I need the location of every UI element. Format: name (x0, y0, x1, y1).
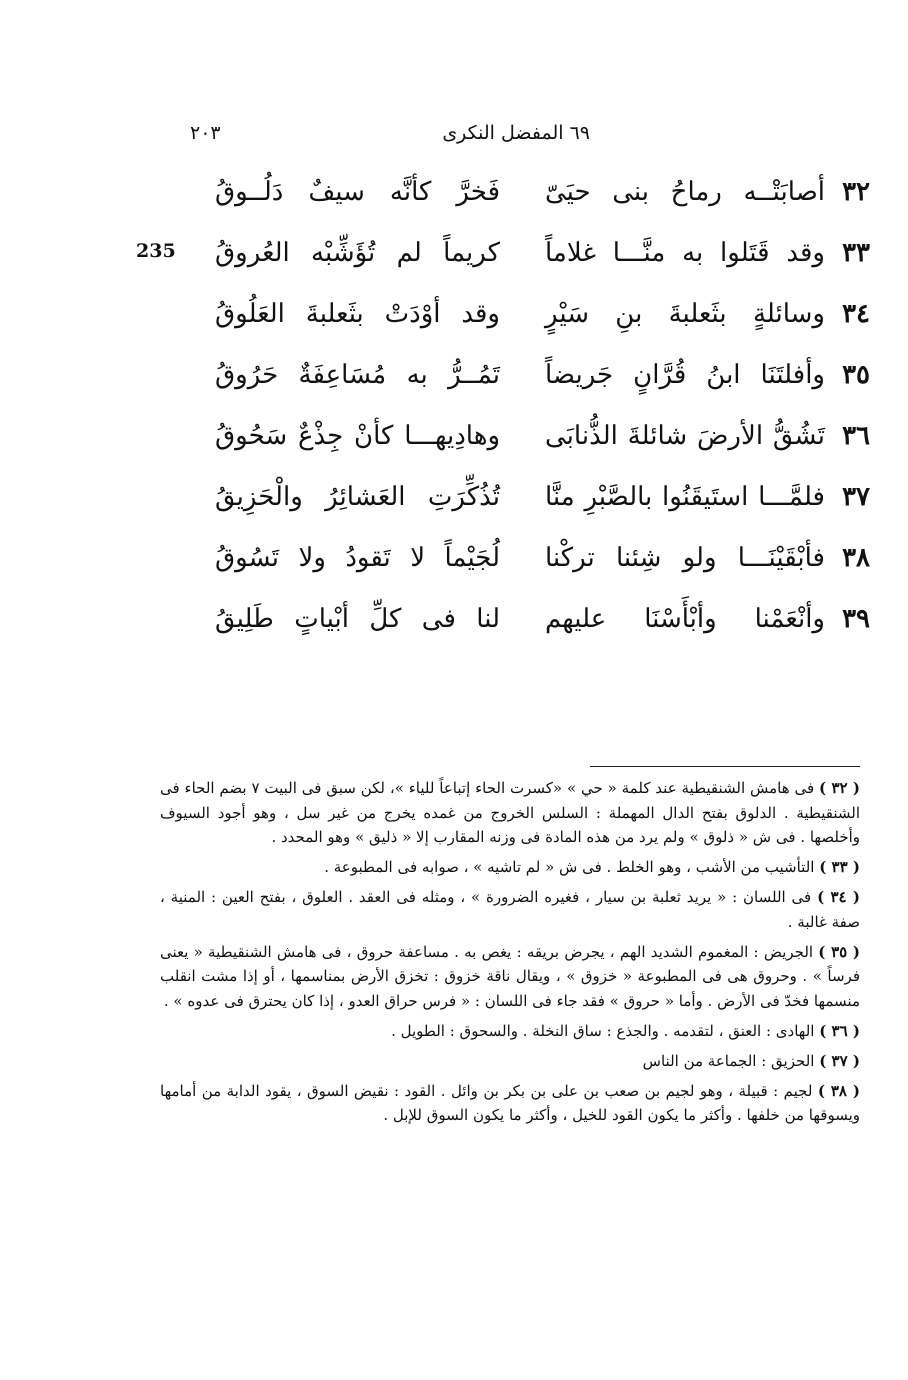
verse (205, 467, 870, 528)
footnote-divider (590, 766, 860, 767)
footnote-number: ( ٣٢ ) (819, 779, 860, 797)
footnote-text: فى هامش الشنقيطية عند كلمة « حي » «كسرت الحاء إتباعاً للياء »، لكن سبق فى البيت ٧ بضم الحاء فى الشنقيطية . الدلوق بفتح الدال المهملة : السلس الخروج من غمده يخرج من غير سل ، وهو أجود السيوف وأخلصها . فى ش « ذلوق » ولم يرد من هذه المادة فى وزنه المقارب إلا « ذليق » وهو المحدد . (160, 779, 860, 846)
verse (205, 162, 870, 223)
footnote-text: لجيم : قبيلة ، وهو لجيم بن صعب بن على بن بكر بن وائل . القود : نقيض السوق ، يقود الدابة من أمامها ويسوقها من خلفها . وأكثر ما يكون القود للخيل ، وأكثر ما يكون السوق للإبل . (160, 1081, 860, 1124)
footnote-text: التأشيب من الأشب ، وهو الخلط . فى ش « لم تاشيه » ، صوابه فى المطبوعة . (324, 858, 815, 876)
footnote-number: ( ٣٧ ) (819, 1051, 860, 1070)
second-hemistich: وقد أوْدَتْ بثَعلبةَ العَلُوقُ (215, 299, 500, 329)
first-hemistich: وقد قَتَلوا به منَّـــا غلاماً (545, 238, 825, 268)
verse-number: ٣٤ (842, 299, 870, 329)
verse-number: ٣٧ (842, 482, 870, 512)
second-hemistich: لنا فى كلِّ أبْياتٍ طَلِيقُ (215, 604, 500, 634)
margin-page-number: 235 (136, 240, 176, 262)
first-hemistich: فلمَّـــا استَيقَنُوا بالصَّبْرِ منَّا (545, 482, 825, 512)
first-hemistich: وسائلةٍ بثَعلبةَ بنِ سَيْرٍ (545, 299, 825, 329)
footnote (160, 1019, 860, 1044)
footnote-number: ( ٣٦ ) (819, 1021, 860, 1040)
first-hemistich: وأفلتَنَا ابنُ قُرَّانٍ جَريضاً (545, 360, 825, 390)
verse (205, 284, 870, 345)
verse-number: ٣٦ (842, 421, 870, 451)
footnote (160, 885, 860, 934)
footnote (160, 1079, 860, 1128)
poem (205, 162, 870, 650)
header-title: ٦٩ المفضل النكرى (442, 122, 590, 144)
second-hemistich: لُجَيْماً لا تَقودُ ولا تَسُوقُ (215, 543, 500, 573)
second-hemistich: وهادِيهـــا كأنْ جِذْعٌ سَحُوقُ (215, 421, 500, 451)
footnote (160, 1049, 860, 1074)
verse (205, 589, 870, 650)
footnote-number: ( ٣٣ ) (819, 858, 860, 876)
footnote (160, 940, 860, 1014)
footnote-number: ( ٣٨ ) (817, 1081, 860, 1100)
footnote (160, 776, 860, 850)
first-hemistich: تَشُقُّ الأرضَ شائلةَ الذُّنابَى (545, 421, 825, 451)
footnote-text: الجريض : المغموم الشديد الهم ، يجرض بريقه : يغص به . مساعفة حروق ، فى هامش الشنقيطية « يعنى فرساً » . وحروق هى فى المطبوعة « خزوق » ، ويقال ناقة خزوق : تخزق الأرض بمناسمها ، أو إذا مشت انقلب منسمها فخدّ فى الأرض . وأما « حروق » فقد جاء فى اللسان : « فرس حراق العدو ، إذا كان يحترق فى عدوه » . (160, 942, 860, 1010)
first-hemistich: أصابَتْــه رماحُ بنى حيَىّ (545, 177, 825, 207)
footnote-text: فى اللسان : « يريد ثعلبة بن سيار ، فغيره الضرورة » ، ومثله فى العقد . العلوق ، بفتح العين : المنية ، صفة غالبة . (160, 888, 860, 931)
second-hemistich: فَخرَّ كأنَّه سيفٌ دَلُــوقُ (215, 177, 500, 207)
verse-number: ٣٢ (842, 177, 870, 207)
second-hemistich: تُذُكِّرَتِ العَشائِرُ والْحَزِيقُ (215, 482, 500, 512)
verse-number: ٣٣ (842, 238, 870, 268)
first-hemistich: وأنْعَمْنا وأبْأَسْنَا عليهم (545, 604, 825, 634)
footnote-text: الحزيق : الجماعة من الناس (642, 1051, 815, 1070)
footnote (160, 855, 860, 880)
second-hemistich: تَمُــرُّ به مُسَاعِفَةٌ حَرُوقُ (215, 360, 500, 390)
verse (205, 223, 870, 284)
footnotes (160, 776, 860, 1133)
footnote-text: الهادى : العنق ، لتقدمه . والجذع : ساق النخلة . والسحوق : الطويل . (391, 1021, 815, 1040)
verse-number: ٣٥ (842, 360, 870, 390)
verse (205, 345, 870, 406)
footnote-number: ( ٣٤ ) (817, 888, 860, 906)
running-header (190, 122, 590, 152)
verse (205, 406, 870, 467)
page-number: ٢٠٣ (190, 122, 221, 144)
first-hemistich: فأبْقَيْنَـــا ولو شِئنا تركْنا (545, 543, 825, 573)
verse-number: ٣٩ (842, 604, 870, 634)
verse (205, 528, 870, 589)
verse-number: ٣٨ (842, 543, 870, 573)
footnote-number: ( ٣٥ ) (818, 942, 860, 961)
second-hemistich: كريماً لم تُؤَشِّبْه العُروقُ (215, 238, 500, 268)
